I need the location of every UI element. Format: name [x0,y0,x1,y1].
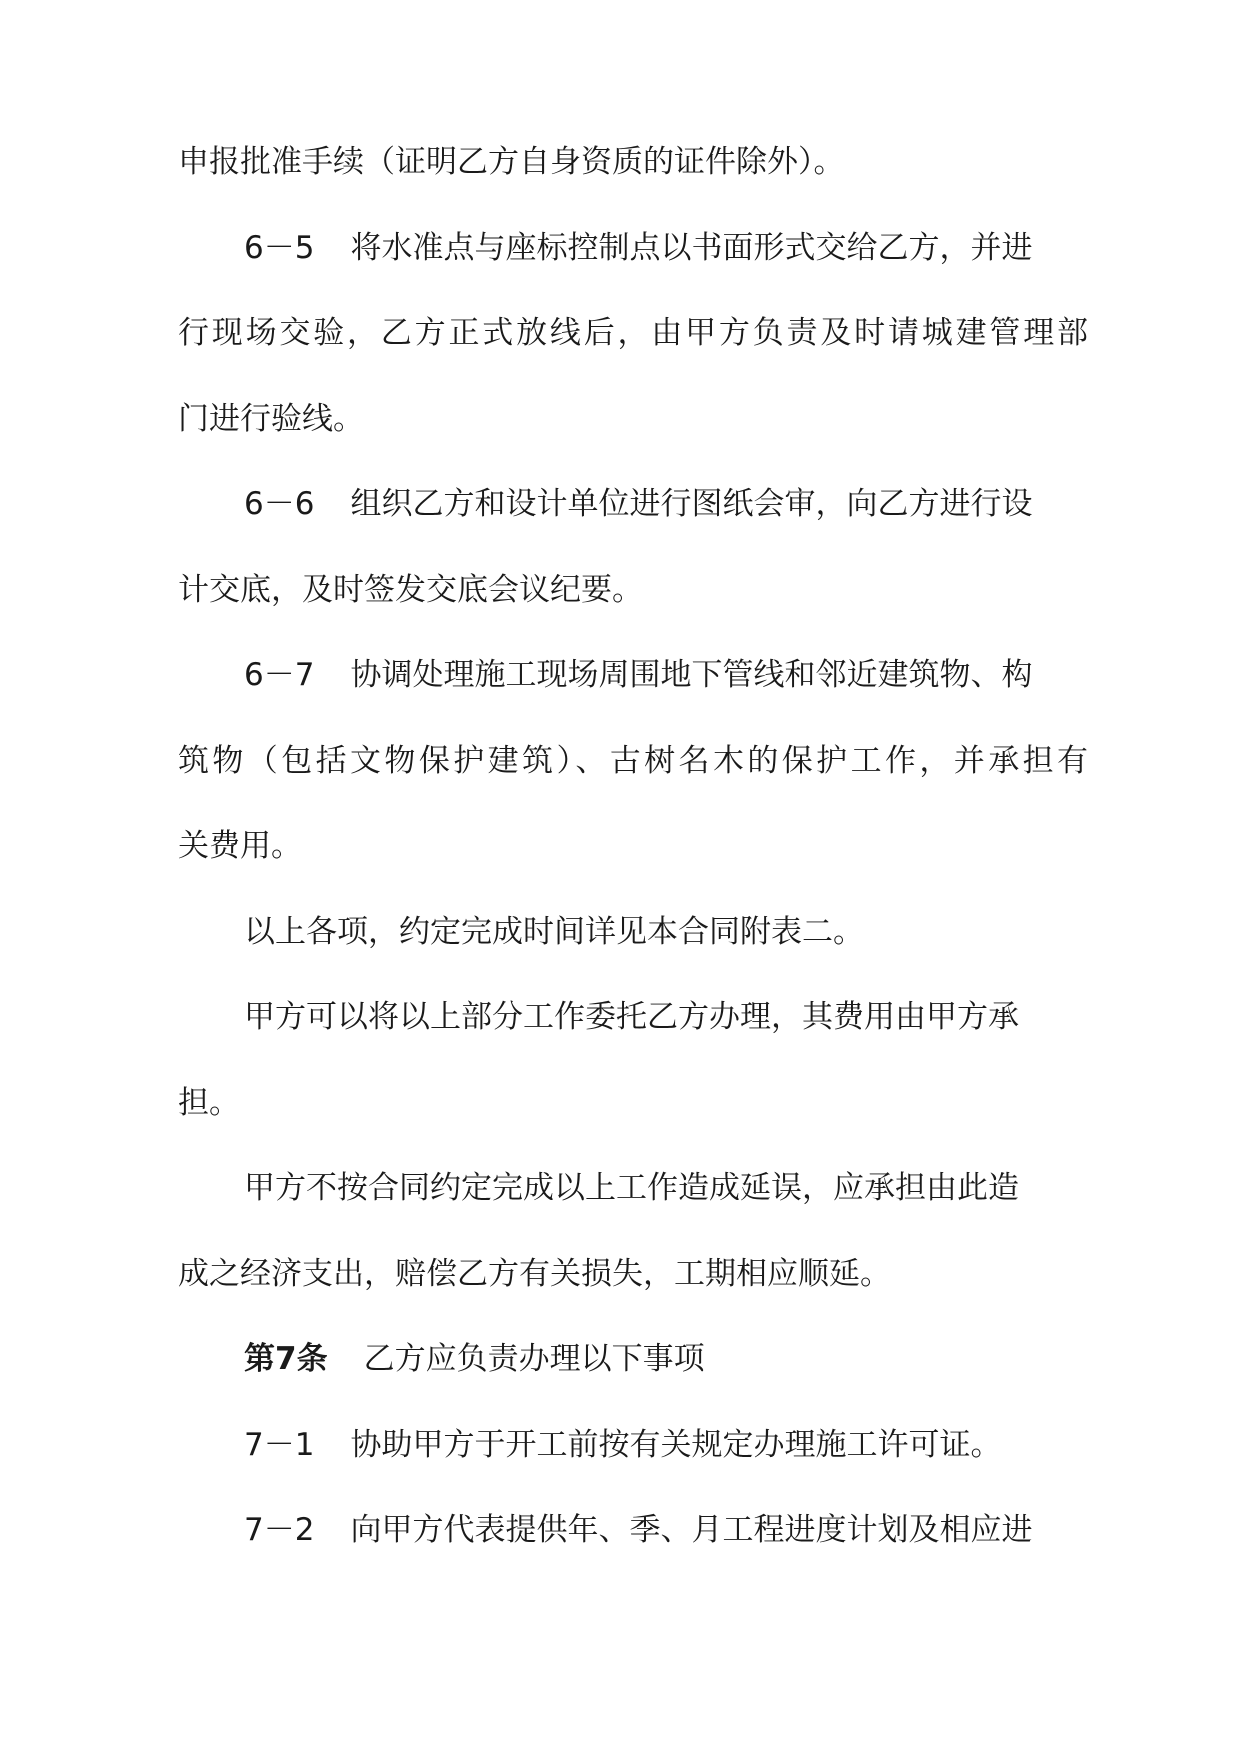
line-text: 甲方不按合同约定完成以上工作造成延误，应承担由此造 [244,1170,1019,1206]
text-line [178,568,1088,612]
clause-number: 7－2 [244,1512,315,1548]
clause-number: 7－1 [244,1427,315,1463]
article-number: 第7条 [244,1341,328,1377]
clause-7-1 [244,1423,1088,1467]
clause-text: 向甲方代表提供年、季、月工程进度计划及相应进 [350,1512,1033,1548]
line-text: 门进行验线。 [178,401,364,437]
clause-number: 6－5 [244,230,315,266]
clause-text: 协调处理施工现场周围地下管线和邻近建筑物、构 [350,657,1033,693]
paragraph-line [244,910,1088,954]
clause-6-6 [244,482,1088,526]
clause-number: 6－7 [244,657,315,693]
line-text: 以上各项，约定完成时间详见本合同附表二。 [244,914,864,950]
line-text: 担。 [178,1085,240,1121]
line-text: 筑物（包括文物保护建筑）、古树名木的保护工作，并承担有 [178,743,1088,779]
line-text: 行现场交验，乙方正式放线后，由甲方负责及时请城建管理部 [178,315,1088,351]
clause-7-2 [244,1508,1088,1552]
line-text: 计交底，及时签发交底会议纪要。 [178,572,643,608]
line-text: 成之经济支出，赔偿乙方有关损失，工期相应顺延。 [178,1256,891,1292]
clause-number: 6－6 [244,486,315,522]
line-text: 关费用。 [178,828,302,864]
text-line [178,824,1088,868]
clause-6-5 [244,226,1088,270]
clause-text: 将水准点与座标控制点以书面形式交给乙方，并进 [350,230,1033,266]
line-text: 申报批准手续（证明乙方自身资质的证件除外）。 [178,144,845,180]
text-line [178,1081,1088,1125]
text-line [178,739,1088,783]
clause-text: 组织乙方和设计单位进行图纸会审，向乙方进行设 [350,486,1033,522]
line-text: 甲方可以将以上部分工作委托乙方办理，其费用由甲方承 [244,999,1019,1035]
text-line [178,140,1088,184]
text-line [178,311,1088,355]
paragraph-line [244,1166,1088,1210]
paragraph-line [244,995,1088,1039]
article-title: 乙方应负责办理以下事项 [363,1341,705,1377]
text-line [178,397,1088,441]
text-line [178,1252,1088,1296]
clause-6-7 [244,653,1088,697]
article-7-heading [244,1337,1088,1381]
clause-text: 协助甲方于开工前按有关规定办理施工许可证。 [350,1427,1002,1463]
